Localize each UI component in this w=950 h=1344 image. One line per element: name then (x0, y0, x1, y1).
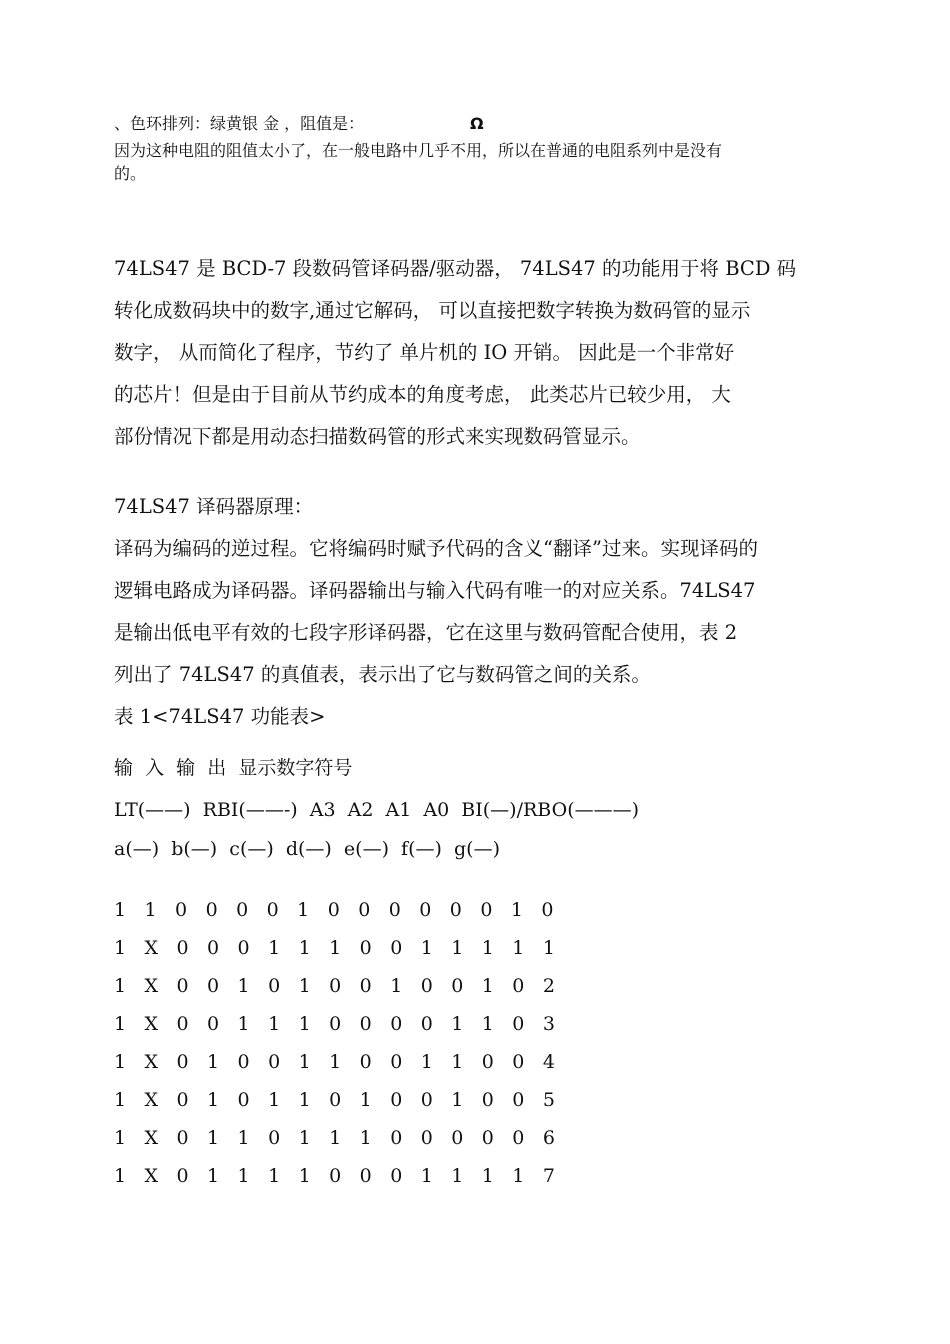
intro-line: 74LS47 是 BCD-7 段数码管译码器/驱动器， 74LS47 的功能用于将 BCD 码 (114, 257, 797, 280)
intro-line: 数字， 从而简化了程序，节约了 单片机的 IO 开销。 因此是一个非常好 (114, 341, 735, 364)
color-band-line (114, 114, 484, 134)
truth-table-row: 1 X 0 0 1 1 1 0 0 0 0 1 1 0 3 (114, 1013, 562, 1035)
intro-line: 转化成数码块中的数字,通过它解码， 可以直接把数字转换为数码管的显示 (114, 299, 751, 322)
principle-line: 逻辑电路成为译码器。译码器输出与输入代码有唯一的对应关系。74LS47 (114, 579, 756, 602)
intro-line: 部份情况下都是用动态扫描数码管的形式来实现数码管显示。 (114, 425, 641, 448)
truth-table-row: 1 X 0 0 1 0 1 0 0 1 0 0 1 0 2 (114, 975, 562, 997)
truth-table-row: 1 X 0 0 0 1 1 1 0 0 1 1 1 1 1 (114, 937, 562, 959)
table-header-inputs: LT(——) RBI(——-) A3 A2 A1 A0 BI(—)/RBO(———) (114, 799, 640, 821)
truth-table-row: 1 X 0 1 0 1 1 0 1 0 0 1 0 0 5 (114, 1089, 562, 1111)
intro-paragraph (114, 248, 844, 458)
color-band-prefix: 、色环排列：绿黄银 金 ，阻值是： (114, 114, 365, 133)
truth-table-row: 1 X 0 1 1 1 1 0 0 0 1 1 1 1 7 (114, 1165, 562, 1187)
principle-heading: 74LS47 译码器原理： (114, 495, 314, 518)
principle-line: 列出了 74LS47 的真值表，表示出了它与数码管之间的关系。 (114, 663, 651, 686)
principle-paragraph (114, 486, 844, 738)
table-header-outputs: a(—) b(—) c(—) d(—) e(—) f(—) g(—) (114, 838, 500, 860)
truth-table-row: 1 X 0 1 1 0 1 1 1 0 0 0 0 0 6 (114, 1127, 562, 1149)
ohm-symbol: Ω (470, 114, 484, 133)
color-band-note-line-2: 的。 (114, 164, 147, 183)
intro-line: 的芯片！但是由于目前从节约成本的角度考虑， 此类芯片已较少用， 大 (114, 383, 731, 406)
color-band-note-line-1: 因为这种电阻的阻值太小了，在一般电路中几乎不用，所以在普通的电阻系列中是没有 (114, 141, 723, 160)
truth-table-row: 1 X 0 1 0 0 1 1 0 0 1 1 0 0 4 (114, 1051, 562, 1073)
principle-line: 是输出低电平有效的七段字形译码器，它在这里与数码管配合使用，表 2 (114, 621, 738, 644)
table-caption: 表 1<74LS47 功能表> (114, 705, 326, 728)
truth-table-row: 1 1 0 0 0 0 1 0 0 0 0 0 0 1 0 (114, 899, 560, 921)
table-header-inout: 输 入 输 出 显示数字符号 (114, 757, 353, 779)
principle-line: 译码为编码的逆过程。它将编码时赋予代码的含义“翻译”过来。实现译码的 (114, 537, 758, 560)
